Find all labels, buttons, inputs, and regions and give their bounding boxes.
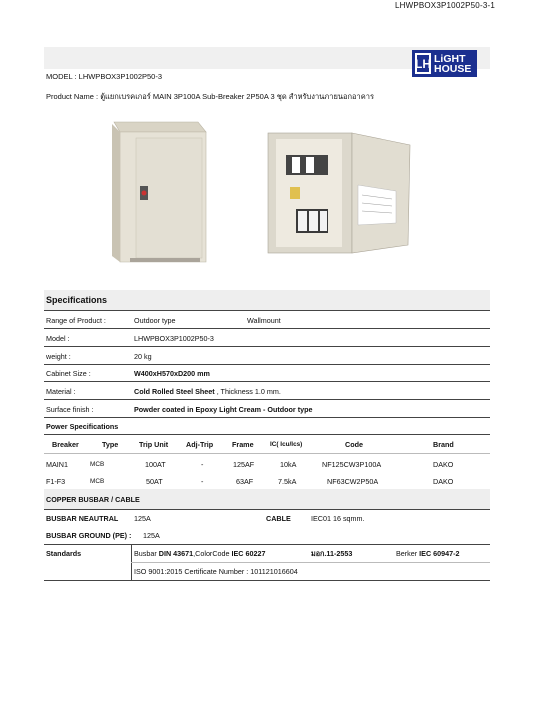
material-name: Cold Rolled Steel Sheet [134, 387, 215, 396]
row2-brand: DAKO [433, 477, 454, 486]
model-line: MODEL : LHWPBOX3P1002P50-3 [46, 72, 163, 81]
row2-adj: - [201, 477, 204, 486]
weight-label: weight : [46, 352, 71, 361]
range-value-2: Wallmount [247, 316, 281, 325]
logo-line-2: HOUSE [434, 62, 472, 75]
enclosure-open-image [262, 127, 412, 259]
logo-mark-icon: LH [415, 53, 431, 74]
row2-type: MCB [90, 478, 105, 485]
specifications-title: Specifications [46, 295, 108, 305]
row1-breaker: MAIN1 [46, 460, 68, 469]
row1-brand: DAKO [433, 460, 454, 469]
range-label: Range of Product : [46, 316, 106, 325]
row1-type: MCB [90, 461, 105, 468]
busbar-ground-label: BUSBAR GROUND (PE) : [46, 531, 132, 540]
col-frame: Frame [232, 440, 254, 449]
row1-code: NF125CW3P100A [322, 460, 382, 469]
power-specs-title: Power Specifications [46, 422, 119, 431]
standards-label: Standards [46, 549, 82, 558]
col-brand: Brand [433, 440, 454, 449]
material-thickness: , Thickness 1.0 mm. [216, 387, 281, 396]
finish-value: Powder coated in Epoxy Light Cream - Outdoor type [134, 405, 313, 414]
busbar-ground-value: 125A [143, 531, 160, 540]
col-trip-unit: Trip Unit [139, 440, 169, 449]
product-name-line: Product Name : ตู้แยกเบรคเกอร์ MAIN 3P100A Sub-Breaker 2P50A 3 ชุด สำหรับงานภายนอกอาคาร [46, 92, 375, 101]
brand-logo [412, 50, 477, 77]
range-value-1: Outdoor type [134, 316, 176, 325]
finish-label: Surface finish : [46, 405, 94, 414]
busbar-neutral-label: BUSBAR NEAUTRAL [46, 514, 119, 523]
standard-tis: มอก.11-2553 [311, 549, 353, 558]
row2-frame: 63AF [236, 477, 254, 486]
col-code: Code [345, 440, 363, 449]
model-label: Model : [46, 334, 70, 343]
row2-ic: 7.5kA [278, 477, 297, 486]
standard-berker: Berker IEC 60947-2 [396, 549, 460, 558]
row1-trip: 100AT [145, 460, 166, 469]
iso-certificate: ISO 9001:2015 Certificate Number : 101121016604 [134, 567, 298, 576]
material-label: Material : [46, 387, 76, 396]
col-adj-trip: Adj-Trip [186, 440, 214, 449]
row2-code: NF63CW2P50A [327, 477, 379, 486]
row1-frame: 125AF [233, 460, 255, 469]
row2-breaker: F1-F3 [46, 477, 66, 486]
material-value [134, 387, 281, 396]
row1-ic: 10kA [280, 460, 297, 469]
specifications-band [44, 290, 490, 310]
cable-value: IEC01 16 sqmm. [311, 514, 365, 523]
cable-label: CABLE [266, 514, 291, 523]
col-breaker: Breaker [52, 440, 79, 449]
weight-value: 20 kg [134, 352, 152, 361]
row2-trip: 50AT [146, 477, 163, 486]
cabinet-size-label: Cabinet Size : [46, 369, 91, 378]
busbar-title: COPPER BUSBAR / CABLE [46, 495, 140, 504]
logo-line-1: LiGHT [434, 52, 466, 65]
col-ic: IC( Icu/Ics) [270, 441, 303, 448]
row1-adj: - [201, 460, 204, 469]
busbar-neutral-value: 125A [134, 514, 151, 523]
model-value: LHWPBOX3P1002P50-3 [134, 334, 214, 343]
col-type: Type [102, 440, 119, 449]
cabinet-size-value: W400xH570xD200 mm [134, 369, 210, 378]
document-id: LHWPBOX3P1002P50-3-1 [394, 1, 495, 10]
standard-busbar: Busbar DIN 43671,ColorCode IEC 60227 [134, 549, 266, 558]
enclosure-closed-image [108, 118, 210, 268]
